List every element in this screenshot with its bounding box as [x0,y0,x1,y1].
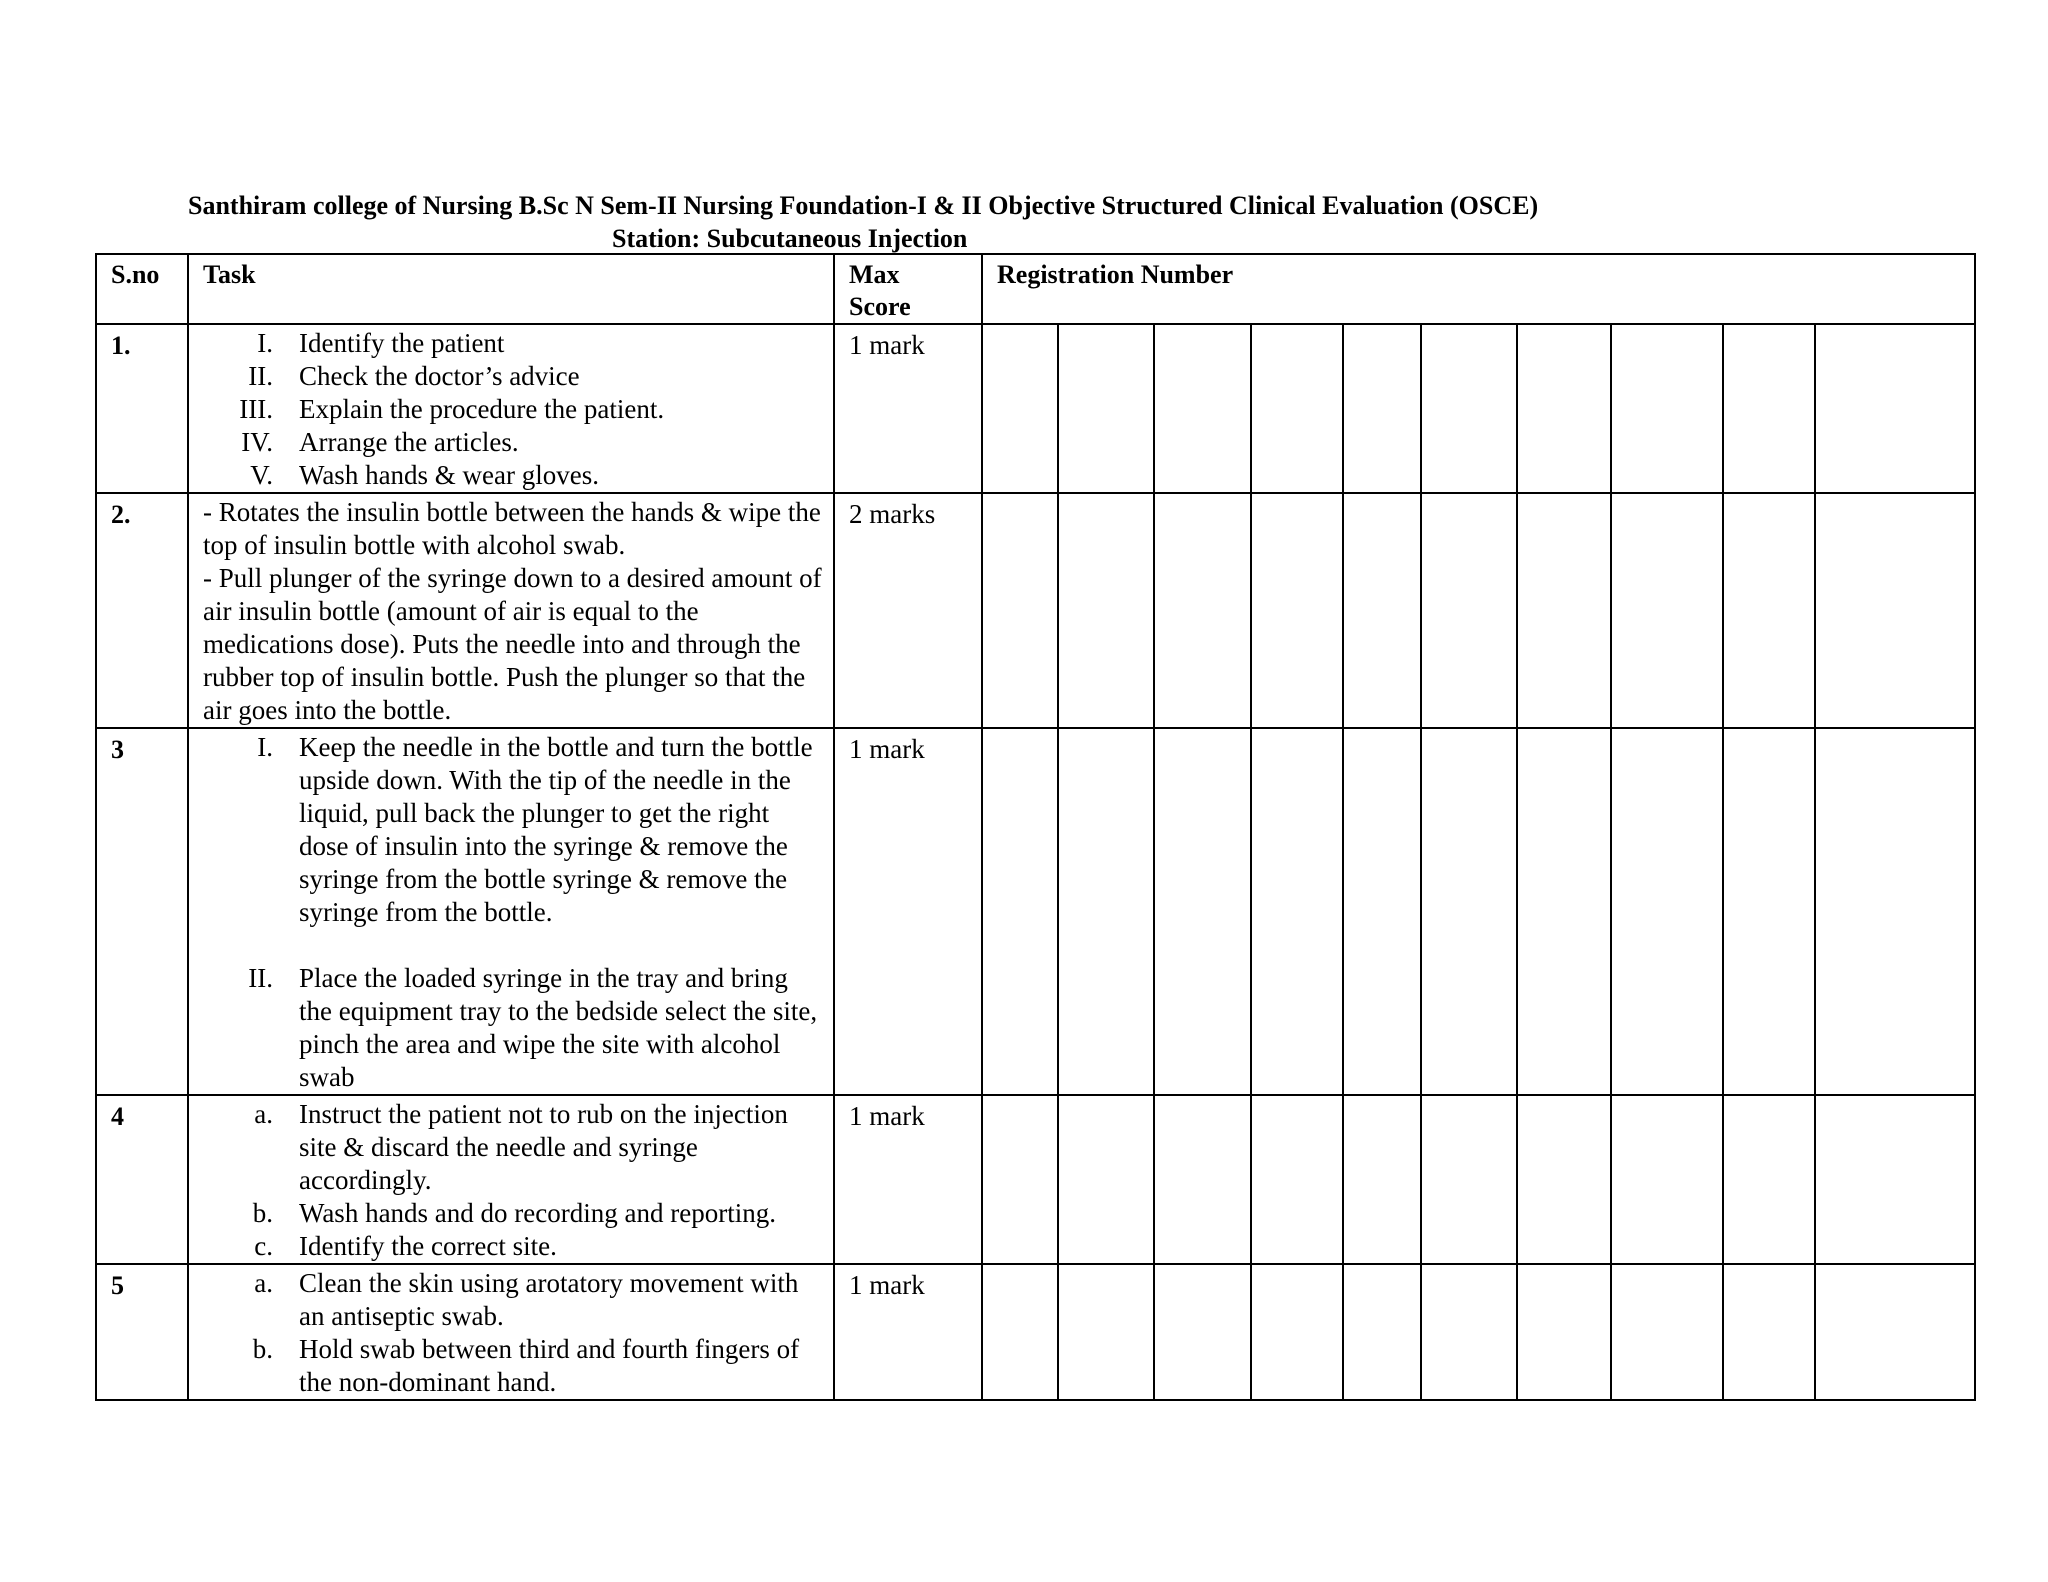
task-item-marker: I. [257,328,273,358]
task-item-marker: a. [254,1099,273,1129]
header-registration-number: Registration Number [982,254,1975,324]
table-row [96,493,1975,728]
task-item [203,393,825,426]
task-item-marker: I. [257,732,273,762]
table-row [96,324,1975,493]
task-item [203,327,825,360]
task-item-marker: b. [252,1334,273,1364]
registration-score-cell[interactable] [1421,493,1517,728]
task-item-marker: b. [252,1198,273,1228]
document-title: Santhiram college of Nursing B.Sc N Sem-II Nursing Foundation-I & II Objective Structured Clinical Evaluation (OSCE) [188,191,1539,220]
registration-score-cell[interactable] [1154,1264,1251,1400]
row-max-score: 1 mark [834,728,982,1095]
table-row [96,1095,1975,1264]
row-task [188,728,834,1095]
task-item-marker: III. [239,394,273,424]
task-item [203,1267,825,1333]
task-item-marker: V. [250,460,273,490]
table-row [96,1264,1975,1400]
task-item [203,1197,825,1230]
row-sno: 3 [96,728,188,1095]
task-item-text: Identify the patient [299,328,505,358]
task-item-text: Clean the skin using arotatory movement with an antiseptic swab. [299,1268,799,1331]
item-spacer [203,929,825,962]
registration-score-cell[interactable] [1251,324,1343,493]
header-task: Task [188,254,834,324]
task-item-text: Keep the needle in the bottle and turn the bottle upside down. With the tip of the needle in the liquid, pull back the plunger to get the right dose of insulin into the syringe & remove the syringe from the bottle syringe & remove the syringe from the bottle. [299,732,813,927]
registration-score-cell[interactable] [1815,1264,1975,1400]
station-title: Station: Subcutaneous Injection [612,224,968,253]
registration-score-cell[interactable] [1517,728,1611,1095]
task-item-text: Check the doctor’s advice [299,361,580,391]
header-sno: S.no [96,254,188,324]
registration-score-cell[interactable] [1517,493,1611,728]
registration-score-cell[interactable] [1815,324,1975,493]
row-sno: 4 [96,1095,188,1264]
task-item-text: Wash hands and do recording and reporting. [299,1198,776,1228]
registration-score-cell[interactable] [1611,1264,1723,1400]
registration-score-cell[interactable] [1154,493,1251,728]
task-item-marker: c. [254,1231,273,1261]
row-task [188,1095,834,1264]
task-paragraph: - Rotates the insulin bottle between the hands & wipe the top of insulin bottle with alcohol swab. [203,497,821,560]
registration-score-cell[interactable] [1421,1264,1517,1400]
registration-score-cell[interactable] [982,493,1058,728]
task-item-marker: a. [254,1268,273,1298]
task-item [203,1333,825,1399]
registration-score-cell[interactable] [1421,728,1517,1095]
task-item-marker: II. [248,963,273,993]
registration-score-cell[interactable] [1251,728,1343,1095]
registration-score-cell[interactable] [1058,493,1154,728]
registration-score-cell[interactable] [1343,1095,1421,1264]
registration-score-cell[interactable] [1421,1095,1517,1264]
registration-score-cell[interactable] [1723,324,1815,493]
registration-score-cell[interactable] [1343,493,1421,728]
registration-score-cell[interactable] [1343,324,1421,493]
task-item [203,1098,825,1197]
registration-score-cell[interactable] [1611,324,1723,493]
task-item-marker: II. [248,361,273,391]
registration-score-cell[interactable] [982,1264,1058,1400]
registration-score-cell[interactable] [1343,1264,1421,1400]
registration-score-cell[interactable] [1815,1095,1975,1264]
registration-score-cell[interactable] [1154,324,1251,493]
row-max-score: 2 marks [834,493,982,728]
registration-score-cell[interactable] [1611,728,1723,1095]
registration-score-cell[interactable] [1251,1264,1343,1400]
header-row [96,254,1975,324]
task-item [203,962,825,1094]
registration-score-cell[interactable] [1251,493,1343,728]
header-max-score: Max Score [834,254,982,324]
task-item-text: Identify the correct site. [299,1231,557,1261]
task-item [203,459,825,492]
registration-score-cell[interactable] [982,324,1058,493]
row-task [188,493,834,728]
task-item-text: Arrange the articles. [299,427,519,457]
task-item-text: Wash hands & wear gloves. [299,460,600,490]
registration-score-cell[interactable] [1723,1264,1815,1400]
registration-score-cell[interactable] [1154,728,1251,1095]
task-item-text: Explain the procedure the patient. [299,394,665,424]
registration-score-cell[interactable] [982,728,1058,1095]
registration-score-cell[interactable] [1723,493,1815,728]
row-max-score: 1 mark [834,324,982,493]
registration-score-cell[interactable] [1058,1095,1154,1264]
registration-score-cell[interactable] [1815,493,1975,728]
registration-score-cell[interactable] [1058,728,1154,1095]
registration-score-cell[interactable] [1723,1095,1815,1264]
osce-table [95,253,1976,1401]
row-sno: 2. [96,493,188,728]
registration-score-cell[interactable] [1815,728,1975,1095]
task-item-text: Place the loaded syringe in the tray and bring the equipment tray to the bedside select the site, pinch the area and wipe the site with alcohol swab [299,963,818,1092]
registration-score-cell[interactable] [1343,728,1421,1095]
row-max-score: 1 mark [834,1095,982,1264]
task-item [203,1230,825,1263]
row-task [188,1264,834,1400]
registration-score-cell[interactable] [1251,1095,1343,1264]
row-sno: 5 [96,1264,188,1400]
registration-score-cell[interactable] [1517,1095,1611,1264]
registration-score-cell[interactable] [1517,1264,1611,1400]
registration-score-cell[interactable] [1517,324,1611,493]
task-item-text: Instruct the patient not to rub on the injection site & discard the needle and syringe accordingly. [299,1099,788,1195]
registration-score-cell[interactable] [1611,1095,1723,1264]
registration-score-cell[interactable] [1058,324,1154,493]
task-item [203,360,825,393]
table-row [96,728,1975,1095]
registration-score-cell[interactable] [1611,493,1723,728]
registration-score-cell[interactable] [1058,1264,1154,1400]
task-item-marker: IV. [241,427,273,457]
row-max-score: 1 mark [834,1264,982,1400]
task-item [203,426,825,459]
registration-score-cell[interactable] [1421,324,1517,493]
registration-score-cell[interactable] [1154,1095,1251,1264]
task-item [203,731,825,929]
task-item-text: Hold swab between third and fourth fingers of the non-dominant hand. [299,1334,800,1397]
registration-score-cell[interactable] [1723,728,1815,1095]
registration-score-cell[interactable] [982,1095,1058,1264]
row-sno: 1. [96,324,188,493]
task-paragraph: - Pull plunger of the syringe down to a desired amount of air insulin bottle (amount of air is equal to the medications dose). Puts the needle into and through the rubber top of insulin bottle. Push the plunger so that the air goes into the bottle. [203,563,822,725]
row-task [188,324,834,493]
